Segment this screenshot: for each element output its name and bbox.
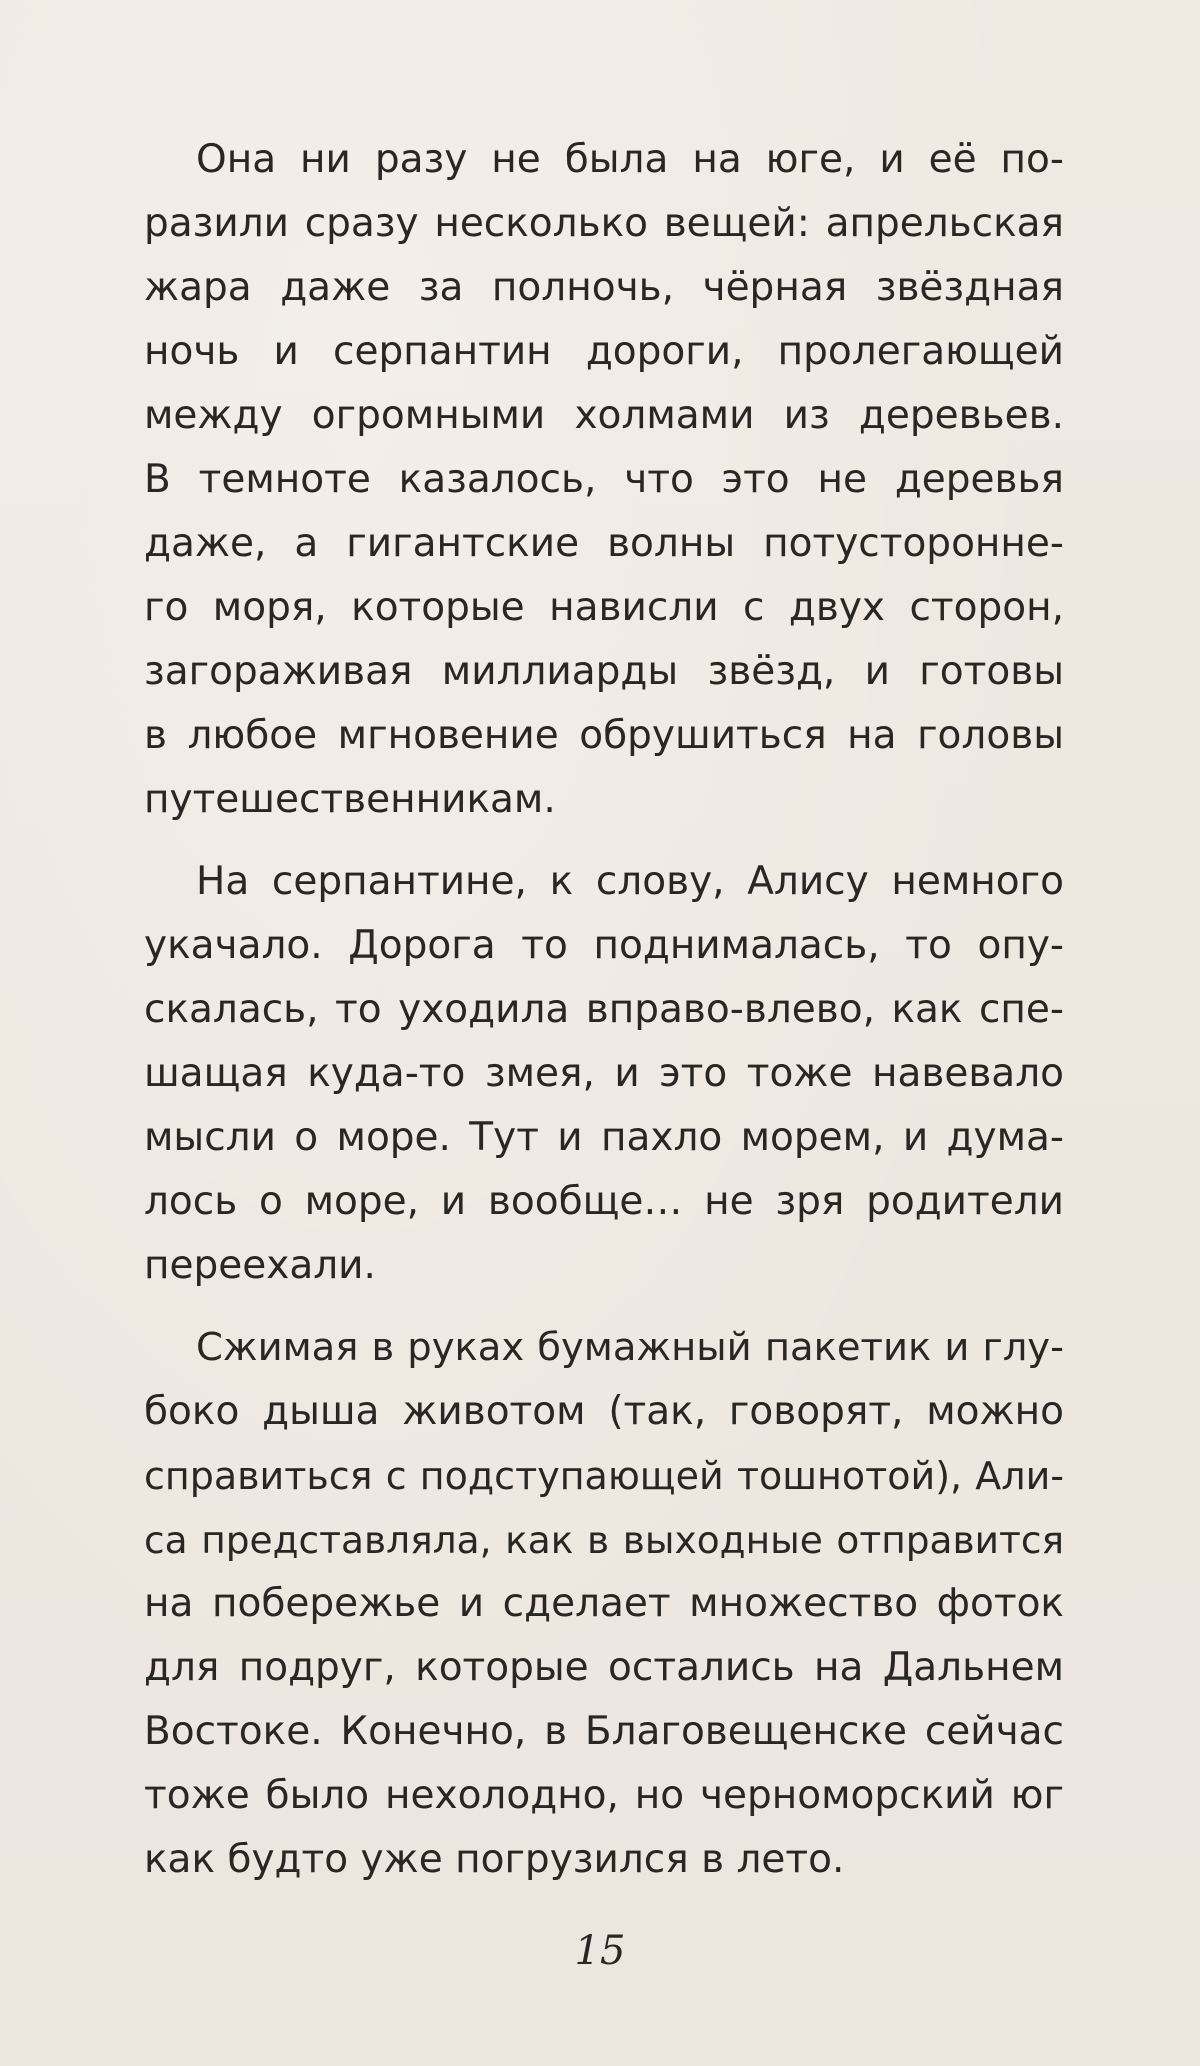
text-line: го моря, которые нависли с двух сторон, [144, 585, 1064, 630]
text-line: укачало. Дорога то поднималась, то опу- [144, 923, 1064, 968]
text-line: Сжимая в руках бумажный пакетик и глу- [196, 1325, 1064, 1370]
paragraph-1 [144, 128, 1064, 832]
text-line: на побережье и сделает множество фоток [144, 1581, 1064, 1626]
text-line: На серпантине, к слову, Алису немного [196, 859, 1064, 904]
text-line: са представляла, как в выходные отправится [144, 1518, 1064, 1562]
text-line: в любое мгновение обрушиться на головы [144, 713, 1064, 758]
text-line: В темноте казалось, что это не деревья [144, 457, 1064, 502]
text-line: загораживая миллиарды звёзд, и готовы [144, 649, 1064, 694]
text-line: как будто уже погрузился в лето. [144, 1837, 845, 1882]
text-line: ночь и серпантин дороги, пролегающей [144, 329, 1064, 374]
text-line: между огромными холмами из деревьев. [144, 393, 1064, 438]
text-line: путешественникам. [144, 777, 556, 822]
text-line: даже, а гигантские волны потусторонне- [144, 521, 1064, 566]
text-line: справиться с подступающей тошнотой), Али- [144, 1454, 1064, 1498]
text-line: шащая куда-то змея, и это тоже навевало [144, 1051, 1064, 1096]
text-line: тоже было нехолодно, но черноморский юг [144, 1773, 1064, 1818]
text-line: Она ни разу не была на юге, и её по- [196, 137, 1064, 182]
text-line: мысли о море. Тут и пахло морем, и дума- [144, 1115, 1064, 1160]
text-line: лось о море, и вообще… не зря родители [144, 1179, 1064, 1224]
text-line: для подруг, которые остались на Дальнем [144, 1645, 1064, 1690]
text-line: Востоке. Конечно, в Благовещенске сейчас [144, 1709, 1064, 1754]
text-line: скалась, то уходила вправо-влево, как спе- [144, 987, 1064, 1032]
paragraph-2 [144, 850, 1064, 1298]
text-line: боко дыша животом (так, говорят, можно [144, 1389, 1064, 1434]
body-text [144, 128, 1064, 1910]
paragraph-3 [144, 1316, 1064, 1892]
page-number: 15 [574, 1928, 626, 1974]
text-line: переехали. [144, 1243, 376, 1288]
text-line: разили сразу несколько вещей: апрельская [144, 201, 1064, 246]
text-line: жара даже за полночь, чёрная звёздная [144, 265, 1064, 310]
